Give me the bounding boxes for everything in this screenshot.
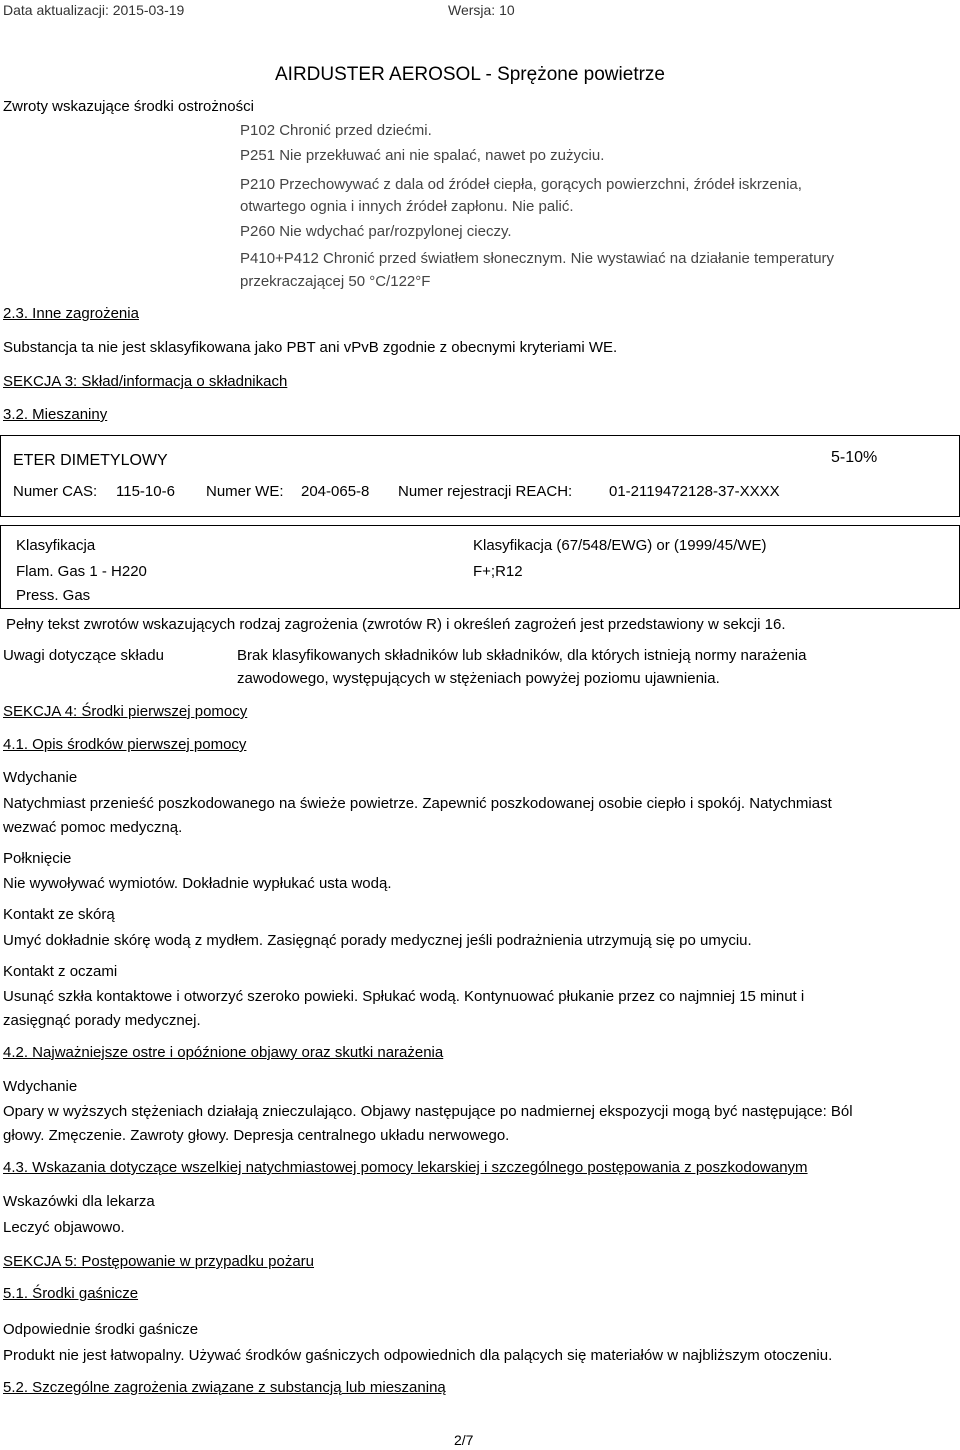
remarks-line-1: Brak klasyfikowanych składników lub składników, dla których istnieją normy narażenia — [237, 647, 807, 664]
inhalation2-line-1: Opary w wyższych stężeniach działają znieczulająco. Objawy następujące po nadmiernej ekspozycji mogą być następujące: Ból — [3, 1103, 853, 1120]
we-value: 204-065-8 — [301, 483, 370, 500]
section5-sub-51: 5.1. Środki gaśnicze — [3, 1285, 139, 1302]
classification-label: Klasyfikacja — [16, 537, 96, 554]
pbt-statement: Substancja ta nie jest sklasyfikowana jako PBT ani vPvB zgodnie z obecnymi kryteriami WE. — [3, 339, 618, 356]
substance-concentration: 5-10% — [831, 449, 878, 466]
section5-heading: SEKCJA 5: Postępowanie w przypadku pożaru — [3, 1253, 315, 1270]
inhalation-label: Wdychanie — [3, 769, 78, 786]
classification-flam: Flam. Gas 1 - H220 — [16, 563, 147, 580]
section4-sub-41: 4.1. Opis środków pierwszej pomocy — [3, 736, 247, 753]
reach-value: 01-2119472128-37-XXXX — [609, 483, 780, 500]
precautionary-label: Zwroty wskazujące środki ostrożności — [3, 98, 254, 115]
reach-label: Numer rejestracji REACH: — [398, 483, 573, 500]
inhalation2-label: Wdychanie — [3, 1078, 78, 1095]
section3-sub-mixtures: 3.2. Mieszaniny — [3, 406, 108, 423]
ingestion-label: Połknięcie — [3, 850, 72, 867]
extinguishing-media-label: Odpowiednie środki gaśnicze — [3, 1321, 199, 1338]
page-number: 2/7 — [454, 1432, 474, 1448]
doctor-notes-label: Wskazówki dla lekarza — [3, 1193, 155, 1210]
eye-contact-line-2: zasięgnąć porady medycznej. — [3, 1012, 201, 1029]
inhalation-line-2: wezwać pomoc medyczną. — [3, 819, 183, 836]
skin-contact-label: Kontakt ze skórą — [3, 906, 115, 923]
product-title: AIRDUSTER AEROSOL - Sprężone powietrze — [275, 64, 665, 85]
classification-old-value: F+;R12 — [473, 563, 523, 580]
eye-contact-line-1: Usunąć szkła kontaktowe i otworzyć szeroko powieki. Spłukać wodą. Kontynuować płukanie przez co najmniej 15 minut i — [3, 988, 805, 1005]
cas-label: Numer CAS: — [13, 483, 98, 500]
remarks-label: Uwagi dotyczące składu — [3, 647, 164, 664]
inhalation2-line-2: głowy. Zmęczenie. Zawroty głowy. Depresja centralnego układu nerwowego. — [3, 1127, 510, 1144]
update-date: Data aktualizacji: 2015-03-19 — [3, 2, 185, 18]
p210-line-1: P210 Przechowywać z dala od źródeł ciepła, gorących powierzchni, źródeł iskrzenia, — [240, 176, 802, 193]
section3-heading: SEKCJA 3: Skład/informacja o składnikach — [3, 373, 288, 390]
section4-sub-43: 4.3. Wskazania dotyczące wszelkiej natychmiastowej pomocy lekarskiej i szczególnego postępowania z poszkodowanym — [3, 1159, 808, 1176]
section4-sub-42: 4.2. Najważniejsze ostre i opóźnione objawy oraz skutki narażenia — [3, 1044, 444, 1061]
classification-press: Press. Gas — [16, 587, 91, 604]
p410-line-2: przekraczającej 50 °C/122°F — [240, 273, 431, 290]
we-label: Numer WE: — [206, 483, 284, 500]
remarks-line-2: zawodowego, występujących w stężeniach powyżej poziomu ujawnienia. — [237, 670, 720, 687]
substance-box — [0, 435, 960, 517]
doctor-notes-text: Leczyć objawowo. — [3, 1219, 125, 1236]
classification-old-label: Klasyfikacja (67/548/EWG) or (1999/45/WE) — [473, 537, 767, 554]
section4-heading: SEKCJA 4: Środki pierwszej pomocy — [3, 703, 248, 720]
full-text-note: Pełny tekst zwrotów wskazujących rodzaj zagrożenia (zwrotów R) i określeń zagrożeń jest przedstawiony w sekcji 16. — [6, 616, 786, 633]
p410-line-1: P410+P412 Chronić przed światłem słonecznym. Nie wystawiać na działanie temperatury — [240, 250, 835, 267]
classification-box — [0, 525, 960, 609]
section5-sub-52: 5.2. Szczególne zagrożenia związane z substancją lub mieszaniną — [3, 1379, 446, 1396]
inhalation-line-1: Natychmiast przenieść poszkodowanego na świeże powietrze. Zapewnić poszkodowanej osobie ciepło i spokój. Natychmiast — [3, 795, 832, 812]
cas-value: 115-10-6 — [116, 483, 175, 500]
p260-text: P260 Nie wdychać par/rozpylonej cieczy. — [240, 223, 512, 240]
version: Wersja: 10 — [448, 2, 515, 18]
p102-text: P102 Chronić przed dziećmi. — [240, 122, 432, 139]
skin-contact-text: Umyć dokładnie skórę wodą z mydłem. Zasięgnąć porady medycznej jeśli podrażnienia utrzymują się po umyciu. — [3, 932, 752, 949]
extinguishing-media-text: Produkt nie jest łatwopalny. Używać środków gaśniczych odpowiednich dla palących się materiałów w najbliższym otoczeniu. — [3, 1347, 833, 1364]
other-hazards-heading: 2.3. Inne zagrożenia — [3, 305, 139, 322]
eye-contact-label: Kontakt z oczami — [3, 963, 118, 980]
substance-name: ETER DIMETYLOWY — [13, 452, 168, 469]
p210-line-2: otwartego ognia i innych źródeł zapłonu. Nie palić. — [240, 198, 574, 215]
ingestion-text: Nie wywoływać wymiotów. Dokładnie wypłukać usta wodą. — [3, 875, 392, 892]
p251-text: P251 Nie przekłuwać ani nie spalać, nawet po zużyciu. — [240, 147, 605, 164]
